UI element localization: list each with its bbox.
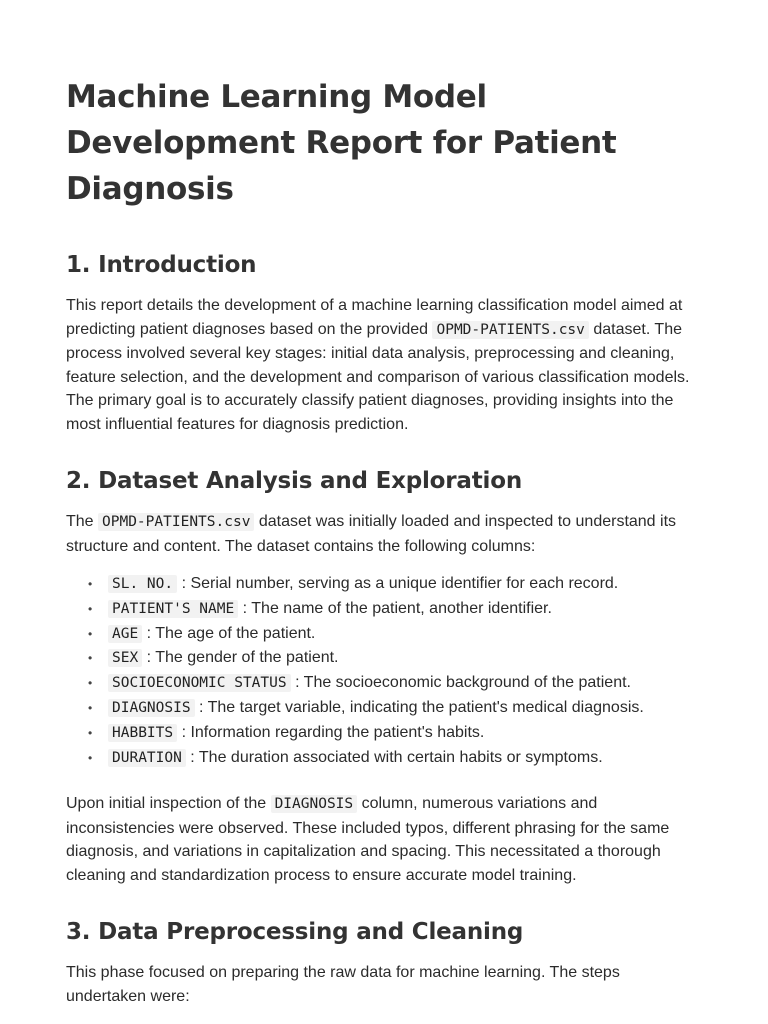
section-heading: 2. Dataset Analysis and Exploration: [66, 468, 522, 494]
section-introduction: [66, 250, 702, 436]
dataset-text-b: dataset was initially loaded and inspected to understand its structure and content. The dataset contains the following columns:: [66, 513, 677, 555]
bullet-icon: •: [88, 676, 93, 691]
inspection-text-a: Upon initial inspection of the: [66, 795, 271, 813]
dataset-paragraph: [66, 510, 702, 558]
column-list-item: [88, 671, 702, 696]
section-heading: 3. Data Preprocessing and Cleaning: [66, 919, 524, 946]
section-preprocessing: [66, 917, 702, 1008]
intro-text-b: dataset. The process involved several key stages: initial data analysis, preprocessing and cleaning, feature selection, and the development and comparison of various classification models. The primary goal is to accurately classify patient diagnoses, providing insights into the most influential features for diagnosis prediction.: [66, 320, 690, 433]
column-name: DIAGNOSIS: [108, 699, 195, 717]
diagnosis-column-code: DIAGNOSIS: [271, 795, 358, 813]
dataset-filename: OPMD-PATIENTS.csv: [432, 321, 588, 339]
bullet-icon: •: [88, 577, 93, 591]
column-list-item: [88, 597, 702, 622]
column-name: DURATION: [108, 749, 186, 767]
column-list-item: [88, 696, 702, 721]
column-description: : The duration associated with certain habits or symptoms.: [190, 748, 603, 766]
intro-paragraph: [66, 294, 702, 436]
column-name: SEX: [108, 649, 142, 667]
bullet-icon: •: [88, 651, 93, 666]
section-heading: 1. Introduction: [66, 252, 257, 278]
bullet-icon: •: [88, 601, 93, 616]
column-description: : The name of the patient, another identifier.: [242, 599, 552, 617]
report-title: Machine Learning Model Development Report for Patient Diagnosis: [66, 79, 617, 207]
dataset-filename: OPMD-PATIENTS.csv: [98, 513, 254, 531]
column-name: PATIENT'S NAME: [108, 600, 238, 618]
column-list-item: [88, 746, 702, 771]
intro-text-a: This report details the development of a machine learning classification model aimed at predicting patient diagnoses based on the provided: [66, 297, 683, 338]
column-list-item: [88, 622, 702, 647]
preprocessing-paragraph: This phase focused on preparing the raw data for machine learning. The steps undertaken were:: [66, 964, 620, 1005]
column-description: : The gender of the patient.: [146, 649, 339, 667]
column-description: : The target variable, indicating the patient's medical diagnosis.: [199, 698, 644, 716]
column-list-item: [88, 646, 702, 671]
column-list: [66, 572, 702, 770]
inspection-paragraph: [66, 792, 702, 887]
column-name: AGE: [108, 625, 142, 643]
dataset-text-a: The: [66, 513, 99, 530]
bullet-icon: •: [88, 626, 93, 641]
inspection-text-b: column, numerous variations and inconsistencies were observed. These included typos, different phrasing for the same diagnosis, and variations in capitalization and spacing. This necessitated a thorough cleaning and standardization process to ensure accurate model training.: [66, 795, 670, 884]
column-description: : Serial number, serving as a unique identifier for each record.: [181, 575, 619, 592]
column-description: : The socioeconomic background of the patient.: [295, 674, 631, 692]
column-name: HABBITS: [108, 724, 177, 742]
section-dataset-analysis: [66, 466, 702, 887]
bullet-icon: •: [88, 725, 93, 740]
column-name: SL. NO.: [108, 575, 177, 593]
column-description: : Information regarding the patient's habits.: [181, 723, 485, 741]
column-list-item: [88, 572, 702, 597]
column-description: : The age of the patient.: [146, 624, 316, 642]
column-list-item: [88, 721, 702, 746]
bullet-icon: •: [88, 700, 93, 715]
column-name: SOCIOECONOMIC STATUS: [108, 674, 291, 692]
bullet-icon: •: [88, 750, 93, 765]
